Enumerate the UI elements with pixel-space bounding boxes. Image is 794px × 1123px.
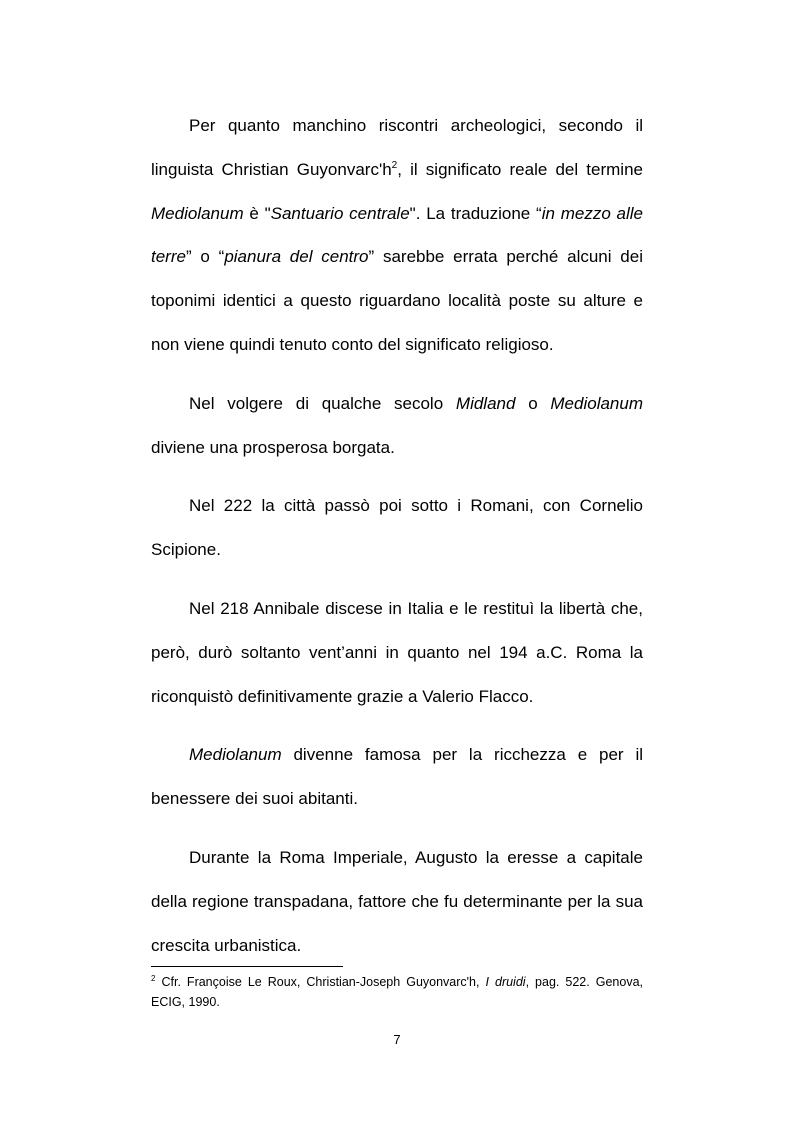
text-run: ". La traduzione “ [409, 203, 542, 223]
paragraph-romani: Nel 222 la città passò poi sotto i Romani, con Cornelio Scipione. [151, 496, 643, 560]
text-run: diviene una prosperosa borgata. [151, 437, 395, 457]
text-run: o [515, 393, 551, 413]
text-run: ” o “ [185, 247, 225, 267]
italic-term: Mediolanum [151, 203, 244, 223]
italic-term: Mediolanum [189, 745, 282, 765]
italic-term: Midland [455, 393, 516, 413]
text-run: divenne famosa per la ricchezza e per il benessere dei suoi abitanti. [151, 745, 643, 809]
footnote-number: 2 [151, 974, 156, 983]
footnote [151, 972, 643, 1012]
text-run: è " [243, 203, 271, 223]
text-run: Per quanto manchino riscontri archeologici, secondo il linguista Christian Guyonvarc'h [151, 116, 643, 179]
footnote-separator [151, 966, 343, 967]
footnote-reference[interactable]: 2 [391, 159, 398, 171]
paragraph-ricchezza [151, 733, 643, 821]
italic-term: Santuario centrale [270, 203, 410, 223]
page-number: 7 [393, 1032, 401, 1047]
italic-term: Mediolanum [550, 393, 643, 413]
paragraph-annibale: Nel 218 Annibale discese in Italia e le restituì la libertà che, però, durò soltanto vent’anni in quanto nel 194 a.C. Roma la riconquistò definitivamente grazie a Valerio Flacco. [151, 598, 643, 706]
paragraph-borgata [151, 382, 643, 470]
text-run: , il significato reale del termine [397, 159, 643, 179]
paragraph-etymology [151, 104, 643, 367]
italic-term: pianura del centro [224, 247, 369, 267]
footnote-text: , pag. 522. Genova, ECIG, 1990. [151, 975, 643, 1009]
body-text [151, 104, 643, 967]
footnote-book-title: I druidi [485, 975, 526, 989]
italic-term: in mezzo alle terre [151, 203, 644, 267]
paragraph-augusto: Durante la Roma Imperiale, Augusto la eresse a capitale della regione transpadana, fattore che fu determinante per la sua crescita urbanistica. [151, 847, 643, 955]
text-run: Nel volgere di qualche secolo [189, 393, 456, 413]
text-run: ” sarebbe errata perché alcuni dei toponimi identici a questo riguardano località poste su alture e non viene quindi tenuto conto del significato religioso. [151, 247, 643, 354]
footnote-text: Cfr. Françoise Le Roux, Christian-Joseph Guyonvarc'h, [155, 975, 486, 989]
